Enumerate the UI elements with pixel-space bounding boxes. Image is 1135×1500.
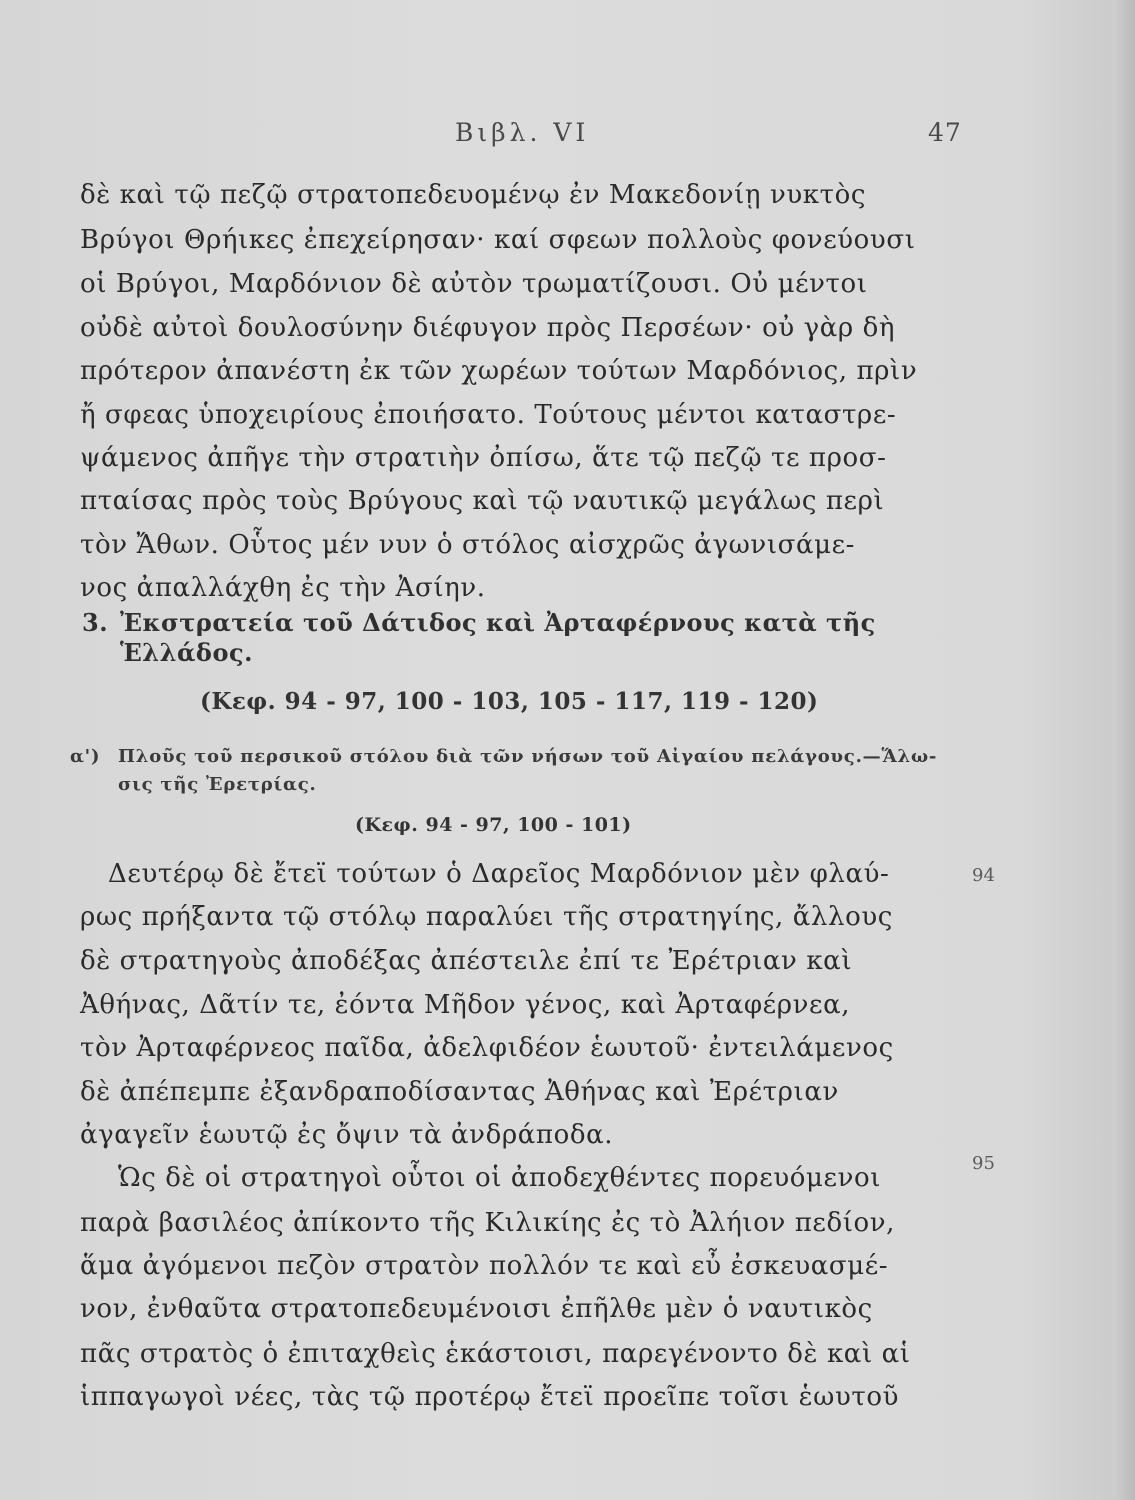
text-line: ρως πρήξαντα τῷ στόλῳ παραλύει τῆς στρατηγίης, ἄλλους [80,902,893,932]
text-line: οἱ Βρύγοι, Μαρδόνιον δὲ αὐτὸν τρωματίζουσι. Οὐ μέντοι [80,269,868,299]
text-line: ψάμενος ἀπῆγε τὴν στρατιὴν ὀπίσω, ἅτε τῷ πεζῷ τε προσ- [80,443,887,473]
text-line: παρὰ βασιλέος ἀπίκοντο τῆς Κιλικίης ἐς τὸ Ἀλήιον πεδίον, [80,1208,896,1238]
text-line: Ὡς δὲ οἱ στρατηγοὶ οὗτοι οἱ ἀποδεχθέντες πορευόμενοι [118,1163,882,1193]
text-line: Δευτέρῳ δὲ ἔτεϊ τούτων ὁ Δαρεῖος Μαρδόνιον μὲν φλαύ- [108,859,890,889]
subsection-title-line: σις τῆς Ἐρετρίας. [118,774,317,795]
text-line: δὲ ἀπέπεμπε ἐξανδραποδίσαντας Ἀθήνας καὶ Ἐρέτριαν [80,1077,839,1107]
text-line: πρότερον ἀπανέστη ἐκ τῶν χωρέων τούτων Μαρδόνιος, πρὶν [80,356,918,386]
text-line: δὲ καὶ τῷ πεζῷ στρατοπεδευομένῳ ἐν Μακεδονίῃ νυκτὸς [80,180,867,210]
text-line: δὲ στρατηγοὺς ἀποδέξας ἀπέστειλε ἐπί τε Ἐρέτριαν καὶ [80,946,853,976]
chapter-reference: (Κεφ. 94 - 97, 100 - 103, 105 - 117, 119 - 120) [200,688,819,715]
section-title-line: Ἑλλάδος. [120,638,253,667]
text-line: ἤ σφεας ὑποχειρίους ἐποιήσατο. Τούτους μέντοι καταστρε- [80,400,897,430]
text-line: ἀγαγεῖν ἑωυτῷ ἐς ὄψιν τὰ ἀνδράποδα. [80,1120,614,1150]
text-line: νον, ἐνθαῦτα στρατοπεδευμένοισι ἐπῆλθε μὲν ὁ ναυτικὸς [80,1294,873,1324]
text-line: Ἀθήνας, Δᾶτίν τε, ἐόντα Μῆδον γένος, καὶ Ἀρταφέρνεα, [80,990,851,1020]
subsection-title-line: Πλοῦς τοῦ περσικοῦ στόλου διὰ τῶν νήσων τοῦ Αἰγαίου πελάγους.—Ἅλω- [118,746,938,767]
page-edge [1113,0,1135,1500]
text-line: ἱππαγωγοὶ νέες, τὰς τῷ προτέρῳ ἔτεϊ προεῖπε τοῖσι ἑωυτοῦ [80,1382,900,1412]
section-title-line: Ἐκστρατεία τοῦ Δάτιδος καὶ Ἀρταφέρνους κατὰ τῆς [120,608,876,637]
text-line: νος ἀπαλλάχθη ἐς τὴν Ἀσίην. [80,573,486,603]
text-line: πᾶς στρατὸς ὁ ἐπιταχθεὶς ἑκάστοισι, παρεγένοντο δὲ καὶ αἱ [80,1339,911,1369]
text-line: ἅμα ἀγόμενοι πεζὸν στρατὸν πολλόν τε καὶ εὖ ἐσκευασμέ- [80,1251,889,1281]
chapter-reference: (Κεφ. 94 - 97, 100 - 101) [355,814,632,836]
margin-chapter-number: 94 [972,865,995,886]
page-number: 47 [928,118,962,147]
subsection-label: α') [70,746,101,767]
running-title: Βιβλ. VI [455,118,590,147]
margin-chapter-number: 95 [972,1153,995,1174]
running-header [0,118,1135,150]
text-line: πταίσας πρὸς τοὺς Βρύγους καὶ τῷ ναυτικῷ μεγάλως περὶ [80,486,885,516]
text-line: τὸν Ἄθων. Οὗτος μέν νυν ὁ στόλος αἰσχρῶς ἀγωνισάμε- [80,530,856,560]
text-line: τὸν Ἀρταφέρνεος παῖδα, ἀδελφιδέον ἑωυτοῦ· ἐντειλάμενος [80,1033,894,1063]
text-line: οὐδὲ αὐτοὶ δουλοσύνην διέφυγον πρὸς Περσέων· οὐ γὰρ δὴ [80,313,896,343]
section-number: 3. [82,608,109,637]
text-line: Βρύγοι Θρήικες ἐπεχείρησαν· καί σφεων πολλοὺς φονεύουσι [80,225,916,255]
